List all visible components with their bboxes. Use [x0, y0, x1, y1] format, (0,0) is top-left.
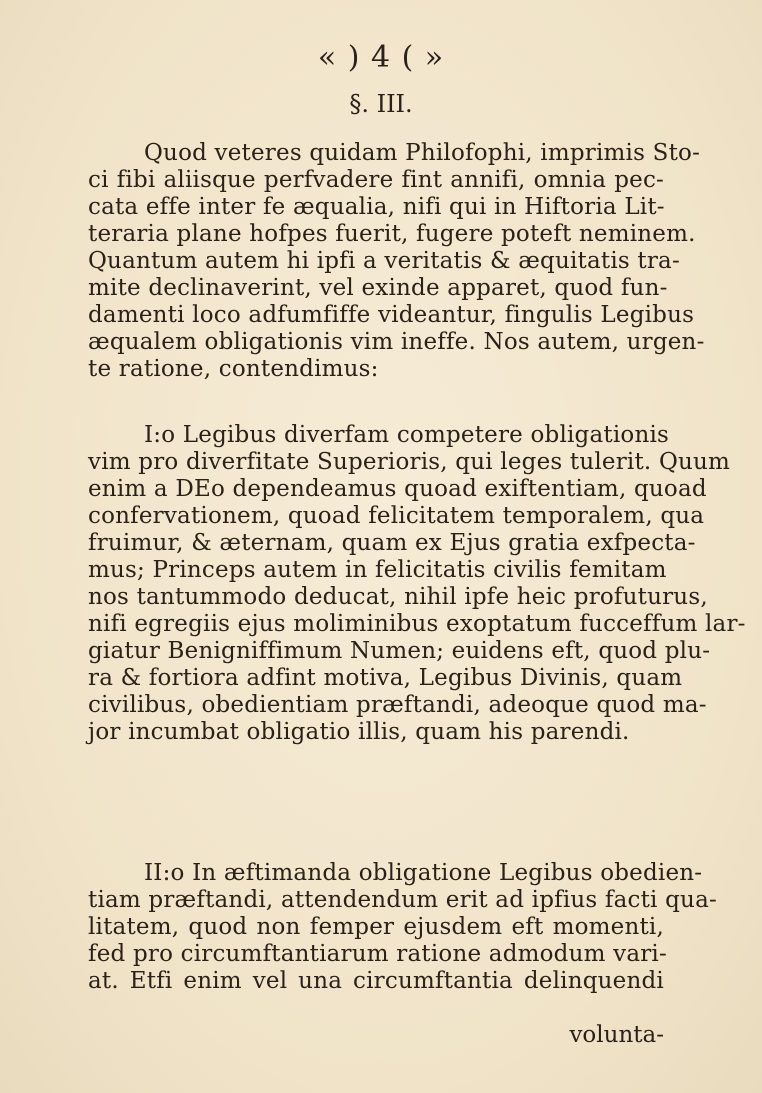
- page-header: « ) 4 ( »: [317, 40, 445, 75]
- text-line: II:o In æftimanda obligatione Legibus obedien-: [144, 860, 703, 886]
- text-line: Quod veteres quidam Philofophi, imprimis Sto-: [144, 140, 701, 166]
- text-line: I:o Legibus diverfam competere obligationis: [144, 422, 670, 448]
- text-line: te ratione, contendimus:: [88, 356, 379, 382]
- text-line: giatur Benigniffimum Numen; euidens eft, quod plu-: [88, 638, 711, 664]
- text-line: civilibus, obedientiam præftandi, adeoque quod ma-: [88, 692, 707, 718]
- text-line: confervationem, quoad felicitatem temporalem, qua: [88, 503, 705, 529]
- text-line: fed pro circumftantiarum ratione admodum vari-: [88, 941, 667, 967]
- text-line: jor incumbat obligatio illis, quam his parendi.: [88, 719, 630, 745]
- text-line: mite declinaverint, vel exinde apparet, quod fun-: [88, 275, 668, 301]
- text-line: ci fibi aliisque perfvadere fint annifi, omnia pec-: [88, 167, 664, 193]
- text-line: at. Etfi enim vel una circumftantia delinquendi: [88, 968, 664, 994]
- text-line: vim pro diverfitate Superioris, qui leges tulerit. Quum: [88, 449, 731, 475]
- text-line: teraria plane hofpes fuerit, fugere poteft neminem.: [88, 221, 696, 247]
- paragraph-3: [88, 860, 717, 995]
- paragraph-2: [88, 422, 746, 746]
- text-line: damenti loco adfumfiffe videantur, fingulis Legibus: [88, 302, 695, 328]
- paragraph-1: [88, 140, 705, 383]
- text-line: fruimur, & æternam, quam ex Ejus gratia exfpecta-: [88, 530, 696, 556]
- text-line: ra & fortiora adfint motiva, Legibus Divinis, quam: [88, 665, 683, 691]
- text-line: mus; Princeps autem in felicitatis civilis femitam: [88, 557, 667, 583]
- text-line: æqualem obligationis vim ineffe. Nos autem, urgen-: [88, 329, 705, 355]
- text-line: cata effe inter fe æqualia, nifi qui in Hiftoria Lit-: [88, 194, 665, 220]
- text-line: nos tantummodo deducat, nihil ipfe heic profuturus,: [88, 584, 708, 610]
- text-line: nifi egregiis ejus moliminibus exoptatum fucceffum lar-: [88, 611, 746, 637]
- catchword: volunta-: [569, 1022, 664, 1048]
- section-heading: §. III.: [349, 90, 413, 118]
- text-line: enim a DEo dependeamus quoad exiftentiam, quoad: [88, 476, 707, 502]
- text-line: Quantum autem hi ipfi a veritatis & æquitatis tra-: [88, 248, 680, 274]
- text-line: tiam præftandi, attendendum erit ad ipfius facti qua-: [88, 887, 717, 913]
- text-line: litatem, quod non femper ejusdem eft momenti,: [88, 914, 664, 940]
